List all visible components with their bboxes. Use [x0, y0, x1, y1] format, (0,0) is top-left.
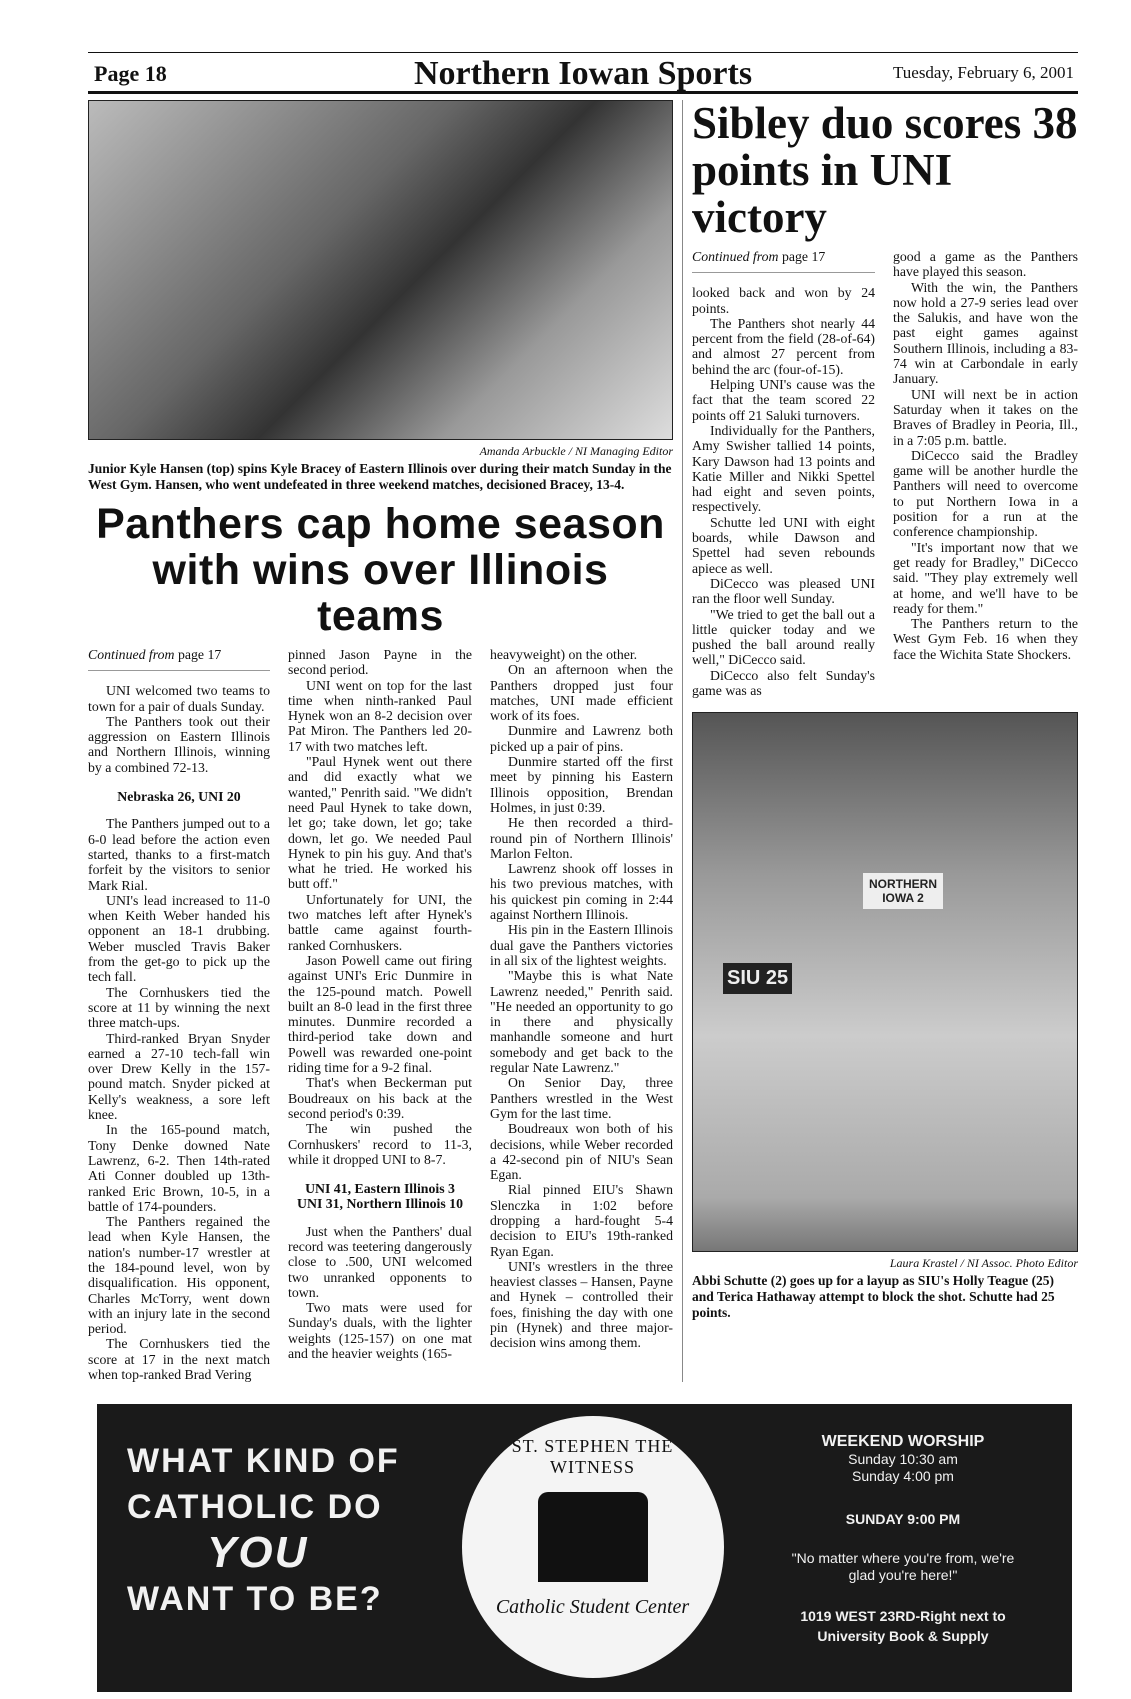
paragraph: DiCecco was pleased UNI ran the floor well Sunday. [692, 575, 875, 607]
basketball-headline: Sibley duo scores 38 points in UNI victory [692, 98, 1078, 242]
paragraph: The Panthers return to the West Gym Feb. 16 when they face the Wichita State Shockers. [893, 616, 1078, 662]
paragraph: DiCecco also felt Sunday's game was as [692, 667, 875, 699]
paragraph: On Senior Day, three Panthers wrestled in the West Gym for the last time. [490, 1075, 673, 1121]
jersey-uni: NORTHERN IOWA 2 [863, 873, 943, 909]
paragraph: Unfortunately for UNI, the two matches left after Hynek's battle came against fourth-ranked Cornhuskers. [288, 891, 472, 953]
page-number: Page 18 [94, 61, 167, 86]
page-body [88, 100, 1078, 1692]
paragraph: The Panthers regained the lead when Kyle Hansen, the nation's number-17 wrestler at the 184-pound level, won by disqualification. His opponent, Charles McTorry, went down with an injury late in the second period. [88, 1214, 270, 1337]
ad-schedule [748, 1416, 1058, 1646]
paragraph: UNI went on top for the last time when ninth-ranked Paul Hynek won an 8-2 decision over Pat Miron. The Panthers led 20-17 with two matches left. [288, 677, 472, 754]
photo-credit: Laura Krastel / NI Assoc. Photo Editor [889, 1256, 1078, 1271]
wrestling-section [88, 100, 673, 1382]
paragraph: Just when the Panthers' dual record was teetering dangerously close to .500, UNI welcomed two unranked opponents to town. [288, 1223, 472, 1300]
column-divider [682, 100, 683, 1382]
basketball-column-2 [893, 249, 1078, 662]
basketball-section [692, 100, 1078, 1321]
paragraph: Lawrenz shook off losses in his two previous matches, with his quickest pin coming in 2:44 against Northern Illinois. [490, 861, 673, 923]
ad-line: WANT TO BE? [127, 1580, 383, 1619]
paragraph: UNI will next be in action Saturday when it takes on the Braves of Bradley in Peoria, Ill., in a 7:05 p.m. battle. [893, 386, 1078, 448]
church-seal-logo [462, 1416, 724, 1678]
worship-title: WEEKEND WORSHIP [821, 1433, 985, 1451]
issue-date: Tuesday, February 6, 2001 [892, 63, 1074, 82]
paragraph: UNI's lead increased to 11-0 when Keith Weber handed his opponent an 18-1 drubbing. Weber muscled Travis Baker from the get-go to pick up the tech fall. [88, 892, 270, 985]
paragraph: looked back and won by 24 points. [692, 285, 875, 316]
paragraph: Jason Powell came out firing against UNI's Eric Dunmire in the 125-pound match. Powell built an 8-0 lead in the first three minutes. Dunmire recorded a third-period take down and Powell was rewarded one-point riding time for a 9-2 final. [288, 952, 472, 1076]
paragraph: DiCecco said the Bradley game will be another hurdle the Panthers will need to overcome to put Northern Iowa in a position for a run at the conference championship. [893, 447, 1078, 540]
continued-line [692, 249, 875, 273]
wrestling-headline: Panthers cap home season with wins over Illinois teams [96, 500, 665, 640]
paragraph: Schutte led UNI with eight boards, while Dawson and Spettel had seven rebounds apiece as well. [692, 514, 875, 576]
continued-label: Continued from [88, 647, 175, 662]
paragraph: That's when Beckerman put Boudreaux on his back at the second period's 0:39. [288, 1075, 472, 1121]
wrestling-column-1 [88, 647, 270, 1382]
continued-page: page 17 [781, 249, 826, 264]
paragraph: With the win, the Panthers now hold a 27-9 series lead over the Salukis, and have won the past eight games against Southern Illinois, including a 83-74 win at Carbondale in early January. [893, 279, 1078, 387]
subhead: Nebraska 26, UNI 20 [117, 789, 241, 805]
paragraph: He then recorded a third-round pin of Northern Illinois' Marlon Felton. [490, 815, 673, 861]
wrestling-column-2 [288, 647, 472, 1361]
jersey-siu: SIU 25 [723, 963, 792, 994]
photo-caption: Junior Kyle Hansen (top) spins Kyle Bracey of Eastern Illinois over during their match Sunday in the West Gym. Hansen, who went undefeated in three weekend matches, decisioned Bracey, 13-4. [88, 461, 672, 492]
wrestling-columns [88, 647, 673, 1382]
time: Sunday 10:30 am [848, 1451, 958, 1468]
paragraph: Third-ranked Bryan Snyder earned a 27-10 tech-fall win over Drew Kelly in the 157-pound match. Snyder picked at Kelly's weakness, a sore left knee. [88, 1030, 270, 1123]
paragraph: His pin in the Eastern Illinois dual gave the Panthers victories in all six of the lightest weights. [490, 922, 673, 968]
paragraph: Helping UNI's cause was the fact that the team scored 22 points off 21 Saluki turnovers. [692, 377, 875, 423]
paragraph: good a game as the Panthers have played this season. [893, 249, 1078, 280]
paragraph: Rial pinned EIU's Shawn Slenczka in 1:02 before dropping a hard-fought 5-4 decision to EIU's 19th-ranked Ryan Egan. [490, 1182, 673, 1259]
continued-label: Continued from [692, 249, 779, 264]
continued-line [88, 647, 270, 671]
paragraph: The Panthers shot nearly 44 percent from the field (28-of-64) and almost 27 percent from behind the arc (four-of-15). [692, 315, 875, 377]
time: Sunday 4:00 pm [852, 1468, 954, 1485]
continued-page: page 17 [177, 647, 222, 662]
ad-line: YOU [207, 1528, 309, 1578]
basketball-column-1 [692, 249, 875, 698]
paragraph: Dunmire started off the first meet by pinning his Eastern Illinois opposition, Brendan Holmes, in just 0:39. [490, 754, 673, 815]
wrestling-photo [88, 100, 673, 440]
basketball-columns [692, 249, 1078, 698]
chapel-icon [538, 1492, 648, 1582]
ad-quote: "No matter where you're from, we're glad you're here!" [791, 1550, 1015, 1584]
paragraph: In the 165-pound match, Tony Denke downed Nate Lawrenz, 6-2. Then 14th-rated Ati Conner doubled up 13th-ranked Eric Brown, 10-5, in a battle of 174-pounders. [88, 1122, 270, 1214]
ad-line: CATHOLIC DO [127, 1488, 383, 1527]
paragraph: "Maybe this is what Nate Lawrenz needed," Penrith said. "He needed an opportunity to go in there and physically manhandle someone and hurt somebody and get back to the regular Nate Lawrenz." [490, 968, 673, 1076]
main-content [88, 100, 1078, 1382]
seal-bottom-text: Catholic Student Center [495, 1596, 690, 1619]
seal-top-text: ST. STEPHEN THE WITNESS [511, 1436, 674, 1478]
masthead: Northern Iowan Sports [413, 55, 753, 92]
basketball-photo [692, 712, 1078, 1252]
paragraph: The Cornhuskers tied the score at 11 by winning the next three match-ups. [88, 984, 270, 1031]
page-header [88, 52, 1078, 94]
paragraph: The Panthers took out their aggression on Eastern Illinois and Northern Illinois, winning by a combined 72-13. [88, 713, 270, 775]
paragraph: "It's important now that we get ready for Bradley," DiCecco said. "They play extremely well at home, and we'll have to be ready for them." [893, 539, 1078, 616]
paragraph: "We tried to get the ball out a little quicker today and we pushed the ball around really well," DiCecco said. [692, 606, 875, 668]
advertisement [97, 1404, 1072, 1692]
paragraph: Individually for the Panthers, Amy Swisher tallied 14 points, Kary Dawson had 13 points and Katie Miller and Nikki Spettel had eight and seven points, respectively. [692, 422, 875, 515]
paragraph: "Paul Hynek went out there and did exactly what we wanted," Penrith said. "We didn't need Paul Hynek to take down, let go; take down, let go; take down, let go. We needed Paul Hynek to pin his guy. And that's what he tried. He worked his butt off." [288, 754, 472, 892]
paragraph: Dunmire and Lawrenz both picked up a pair of pins. [490, 723, 673, 754]
paragraph: The win pushed the Cornhuskers' record to 11-3, while it dropped UNI to 8-7. [288, 1121, 472, 1167]
ad-slogan [127, 1416, 437, 1622]
paragraph: Boudreaux won both of his decisions, while Weber recorded a 42-second pin of NIU's Sean Egan. [490, 1121, 673, 1183]
ad-line: WHAT KIND OF [127, 1442, 400, 1481]
paragraph: UNI welcomed two teams to town for a pair of duals Sunday. [88, 683, 270, 714]
sunday-evening: SUNDAY 9:00 PM [845, 1511, 961, 1528]
photo-credit: Amanda Arbuckle / NI Managing Editor [479, 444, 673, 458]
paragraph: heavyweight) on the other. [490, 647, 638, 662]
subhead: UNI 41, Eastern Illinois 3 [305, 1181, 455, 1197]
ad-address: 1019 WEST 23RD-Right next to University Book & Supply [800, 1608, 1006, 1645]
subhead: UNI 31, Northern Illinois 10 [297, 1196, 463, 1212]
wrestling-column-3 [490, 647, 673, 1351]
paragraph: The Cornhuskers tied the score at 17 in the next match when top-ranked Brad Vering [88, 1336, 270, 1383]
paragraph: Two mats were used for Sunday's duals, with the lighter weights (125-157) on one mat and the heavier weights (165- [288, 1300, 472, 1362]
photo-caption: Abbi Schutte (2) goes up for a layup as SIU's Holly Teague (25) and Terica Hathaway attempt to block the shot. Schutte had 25 points. [692, 1273, 1055, 1321]
paragraph: The Panthers jumped out to a 6-0 lead before the action even started, thanks to a first-match forfeit by the visitors to senior Mark Rial. [88, 816, 270, 893]
paragraph: pinned Jason Payne in the second period. [288, 647, 472, 678]
paragraph: UNI's wrestlers in the three heaviest classes – Hansen, Payne and Hynek – controlled their foes, finishing the day with one pin (Hynek) and three major-decision wins among them. [490, 1258, 673, 1351]
paragraph: On an afternoon when the Panthers dropped just four matches, UNI made efficient work of its foes. [490, 662, 673, 724]
